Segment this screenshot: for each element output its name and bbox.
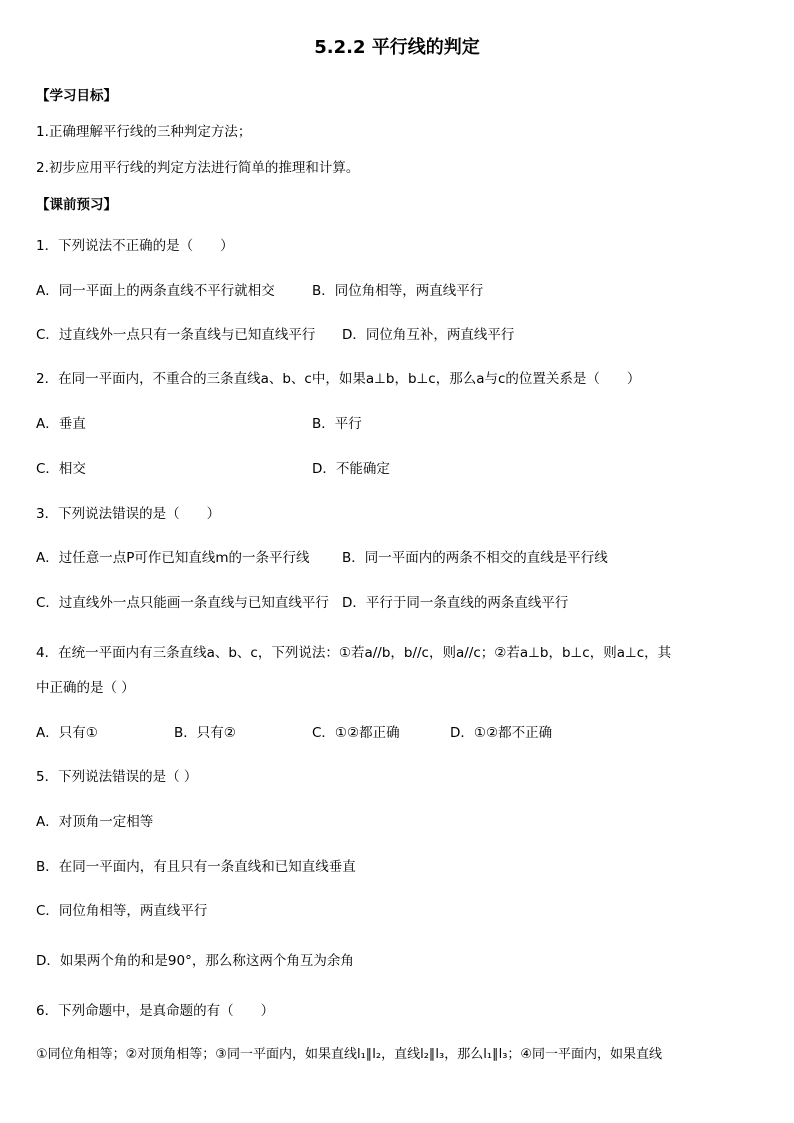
question-5-option-b: B．在同一平面内，有且只有一条直线和已知直线垂直: [36, 859, 356, 875]
question-1-option-d: D．同位角互补，两直线平行: [342, 327, 515, 343]
question-1-option-c: C．过直线外一点只有一条直线与已知直线平行: [36, 327, 316, 343]
question-4-option-c: C．①②都正确: [312, 725, 400, 741]
question-6-stem: 6．下列命题中，是真命题的有（ ）: [36, 1003, 275, 1019]
question-2-option-c: C．相交: [36, 461, 86, 477]
question-2-option-b: B．平行: [312, 416, 362, 432]
page-title: 5.2.2 平行线的判定: [314, 37, 480, 58]
goal-item-1: 1.正确理解平行线的三种判定方法；: [36, 124, 252, 140]
question-4-option-d: D．①②都不正确: [450, 725, 553, 741]
section-goals-header: 【学习目标】: [36, 88, 117, 104]
goal-item-2: 2.初步应用平行线的判定方法进行简单的推理和计算。: [36, 160, 360, 176]
question-5-option-a: A．对顶角一定相等: [36, 814, 154, 830]
question-4-option-b: B．只有②: [174, 725, 236, 741]
question-2-stem: 2．在同一平面内，不重合的三条直线a、b、c中，如果a⊥b，b⊥c，那么a与c的位置关系是（ ）: [36, 371, 641, 387]
question-1-stem: 1．下列说法不正确的是（ ）: [36, 238, 234, 254]
question-1-option-b: B．同位角相等，两直线平行: [312, 283, 484, 299]
question-4-stem-line-1: 4．在统一平面内有三条直线a、b、c，下列说法：①若a//b，b//c，则a//c；②若a⊥b，b⊥c，则a⊥c，其: [36, 645, 672, 661]
question-4-stem-line-2: 中正确的是（ ）: [36, 680, 135, 696]
section-preview-header: 【课前预习】: [36, 197, 117, 213]
question-3-option-d: D．平行于同一条直线的两条直线平行: [342, 595, 569, 611]
question-6-line-1: ①同位角相等；②对顶角相等；③同一平面内，如果直线l₁∥l₂，直线l₂∥l₃，那么l₁∥l₃；④同一平面内，如果直线: [36, 1047, 663, 1062]
question-3-option-c: C．过直线外一点只能画一条直线与已知直线平行: [36, 595, 329, 611]
question-2-option-d: D．不能确定: [312, 461, 390, 477]
question-5-option-c: C．同位角相等，两直线平行: [36, 903, 208, 919]
question-5-stem: 5．下列说法错误的是（ ）: [36, 769, 198, 785]
question-5-option-d: D．如果两个角的和是90°，那么称这两个角互为余角: [36, 953, 354, 969]
question-3-stem: 3．下列说法错误的是（ ）: [36, 506, 221, 522]
question-3-option-b: B．同一平面内的两条不相交的直线是平行线: [342, 550, 608, 566]
question-1-option-a: A．同一平面上的两条直线不平行就相交: [36, 283, 275, 299]
question-4-option-a: A．只有①: [36, 725, 98, 741]
question-3-option-a: A．过任意一点P可作已知直线m的一条平行线: [36, 550, 310, 566]
question-2-option-a: A．垂直: [36, 416, 86, 432]
